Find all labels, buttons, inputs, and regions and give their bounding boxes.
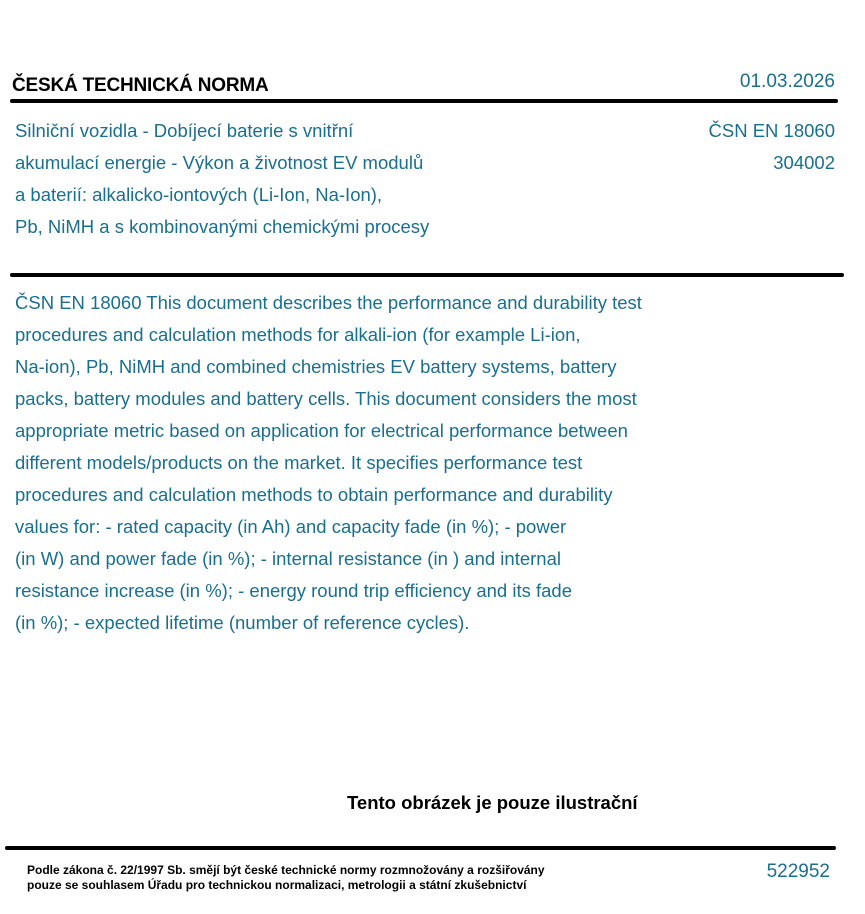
copyright-line: pouze se souhlasem Úřadu pro technickou normalizaci, metrologii a státní zkušebnictví: [27, 878, 527, 892]
abstract-line: packs, battery modules and battery cells. This document considers the most: [15, 388, 637, 409]
header-divider: [10, 99, 838, 103]
illustration-note: Tento obrázek je pouze ilustrační: [347, 792, 638, 813]
standard-title-line: Pb, NiMH a s kombinovanými chemickými procesy: [15, 216, 430, 237]
abstract-line: ČSN EN 18060 This document describes the performance and durability test: [15, 292, 642, 313]
document-type-heading: ČESKÁ TECHNICKÁ NORMA: [12, 75, 269, 96]
abstract-line: (in W) and power fade (in %); - internal resistance (in ) and internal: [15, 548, 561, 569]
standard-code: ČSN EN 18060: [708, 120, 835, 141]
standard-title-line: Silniční vozidla - Dobíjecí baterie s vnitřní: [15, 120, 354, 141]
copyright-line: Podle zákona č. 22/1997 Sb. smějí být české technické normy rozmnožovány a rozšiřovány: [27, 863, 545, 877]
standard-title-line: akumulací energie - Výkon a životnost EV modulů: [15, 152, 424, 173]
copyright-notice: [27, 863, 545, 893]
footer-divider: [5, 846, 836, 850]
title-divider: [10, 273, 844, 277]
abstract-line: procedures and calculation methods for alkali-ion (for example Li-ion,: [15, 324, 581, 345]
abstract-line: Na-ion), Pb, NiMH and combined chemistries EV battery systems, battery: [15, 356, 617, 377]
abstract-line: procedures and calculation methods to obtain performance and durability: [15, 484, 613, 505]
abstract-line: different models/products on the market. It specifies performance test: [15, 452, 583, 473]
abstract-line: (in %); - expected lifetime (number of reference cycles).: [15, 612, 470, 633]
abstract: [15, 287, 775, 639]
abstract-line: appropriate metric based on application for electrical performance between: [15, 420, 628, 441]
standard-title-line: a baterií: alkalicko-iontových (Li-Ion, Na-Ion),: [15, 184, 383, 205]
abstract-line: values for: - rated capacity (in Ah) and capacity fade (in %); - power: [15, 516, 567, 537]
standard-identifiers: [709, 115, 835, 179]
standard-title: [15, 115, 429, 243]
class-number: 304002: [773, 152, 835, 173]
document-number: 522952: [766, 861, 830, 882]
abstract-line: resistance increase (in %); - energy round trip efficiency and its fade: [15, 580, 572, 601]
publication-date: 01.03.2026: [739, 71, 835, 92]
